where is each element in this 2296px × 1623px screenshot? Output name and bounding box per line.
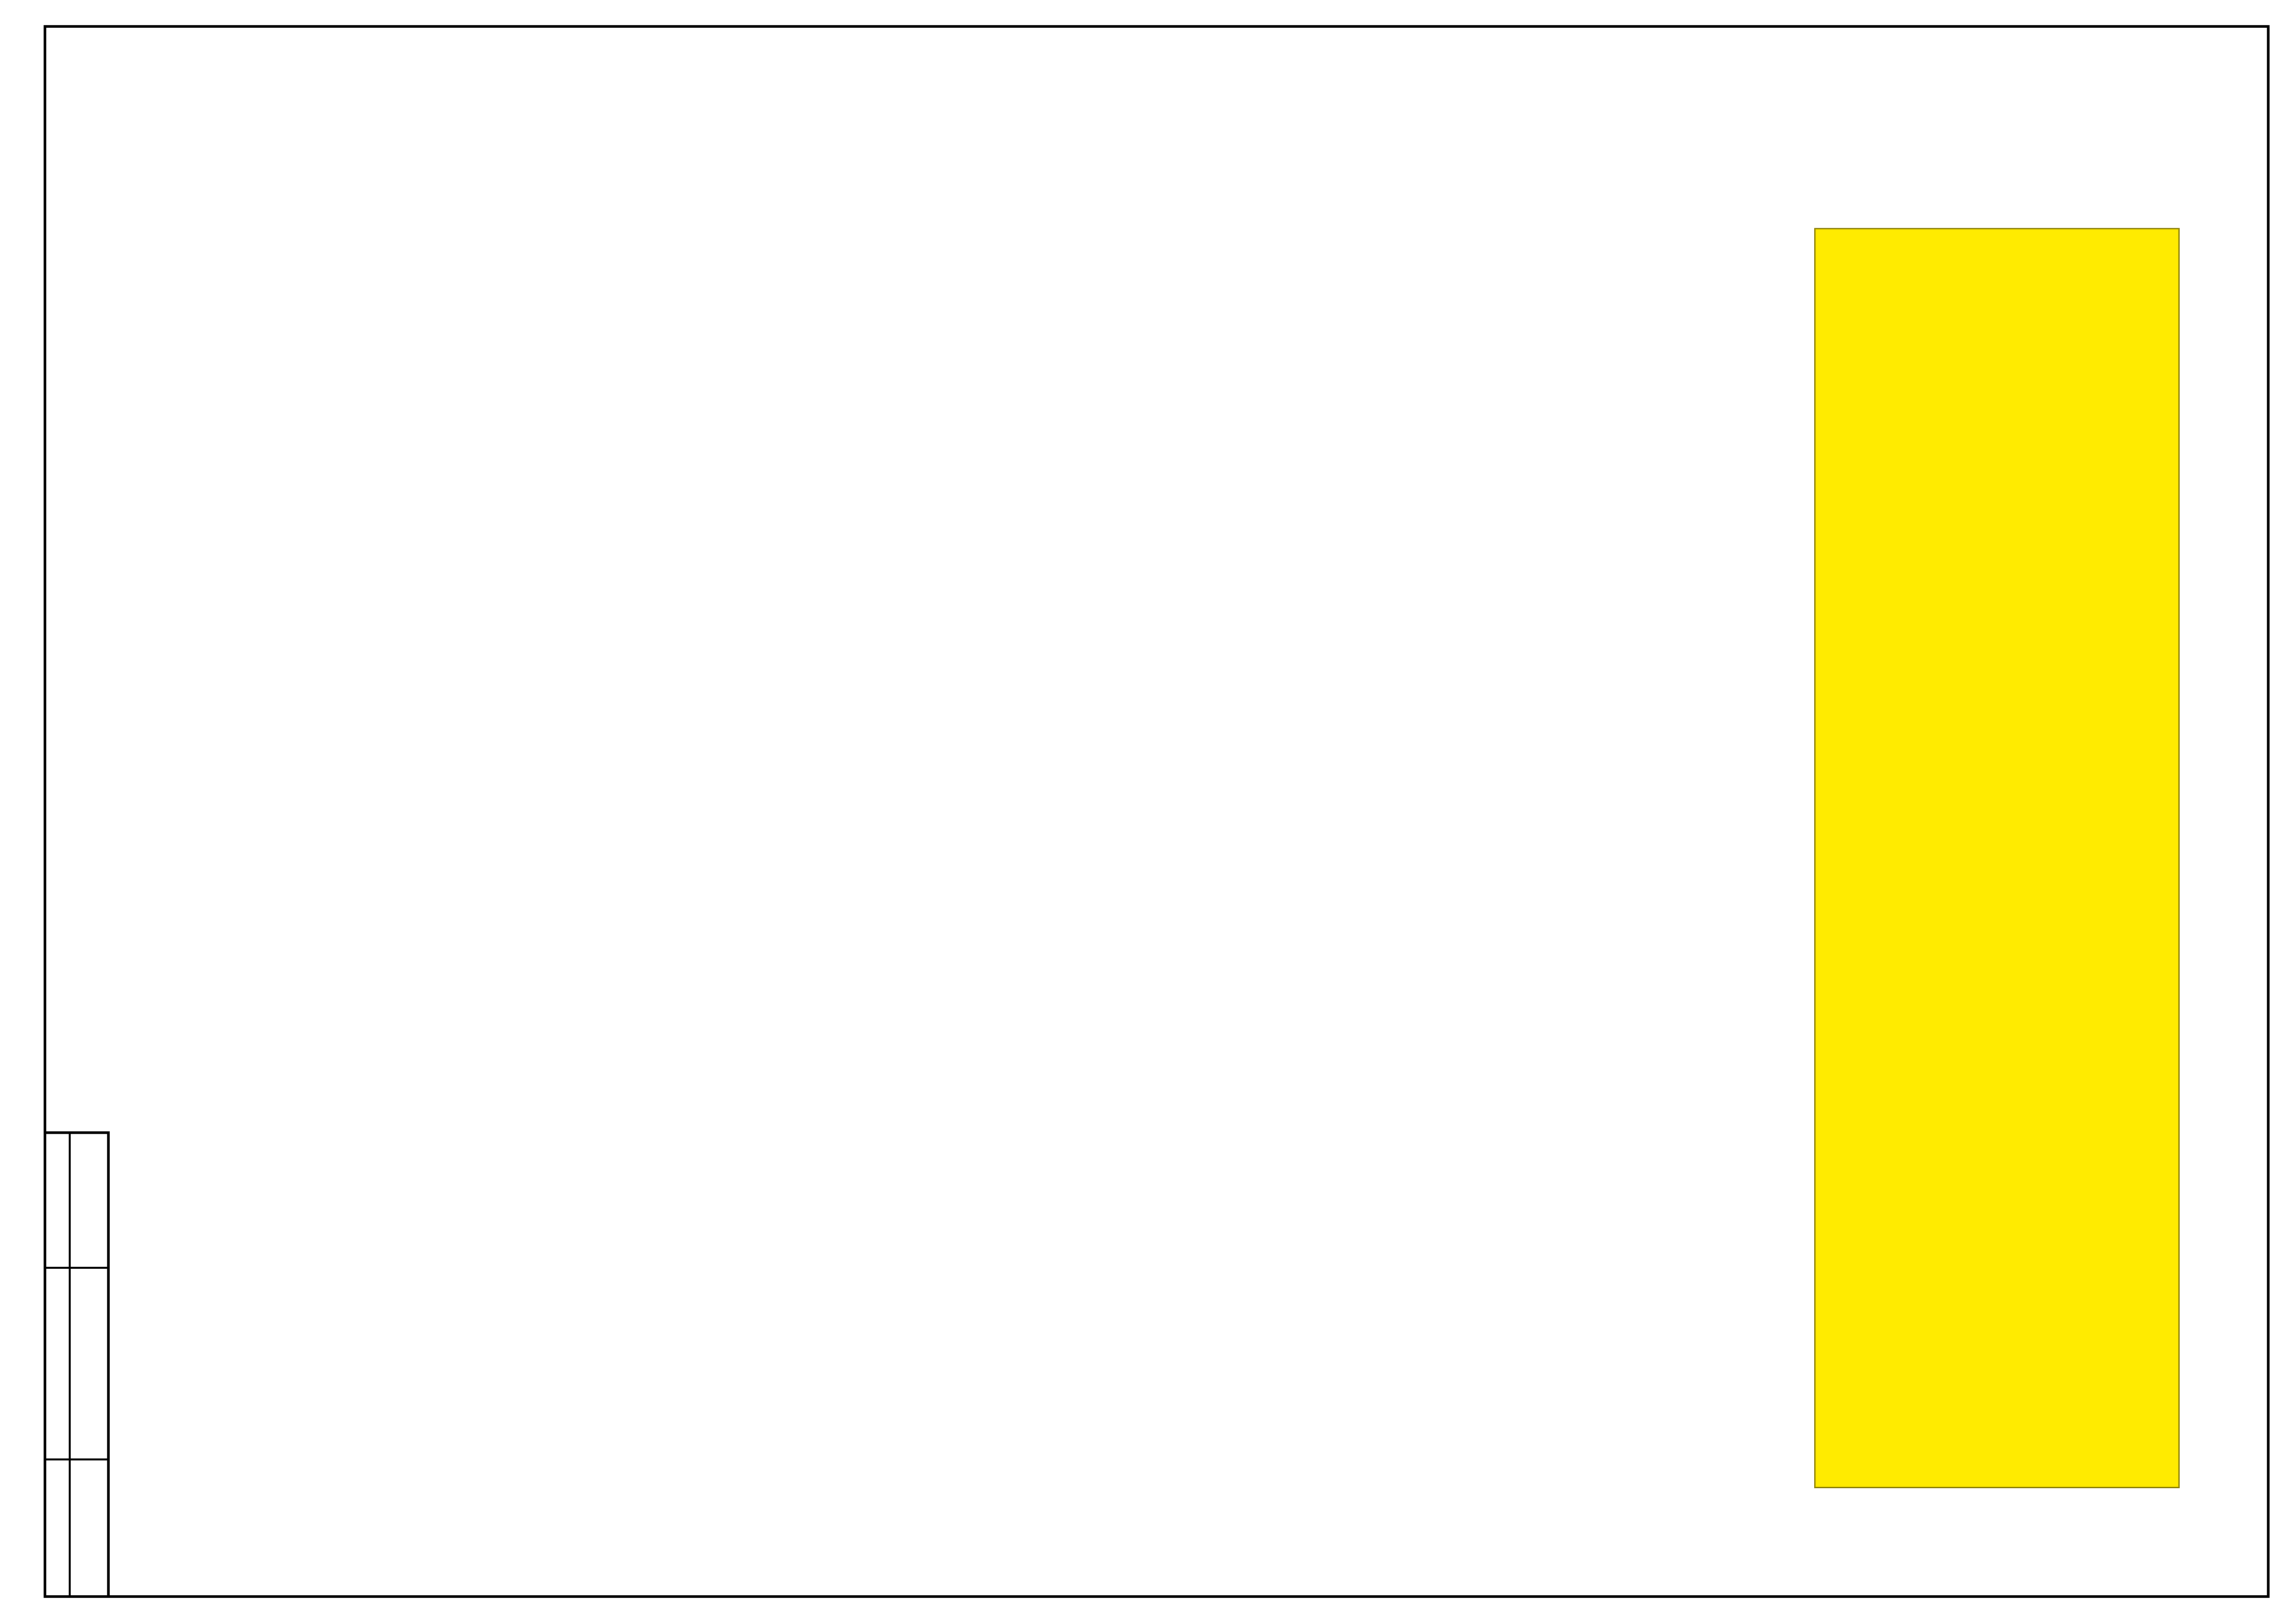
side-stamp-frame xyxy=(44,1131,110,1598)
redaction-block xyxy=(1814,228,2180,1488)
